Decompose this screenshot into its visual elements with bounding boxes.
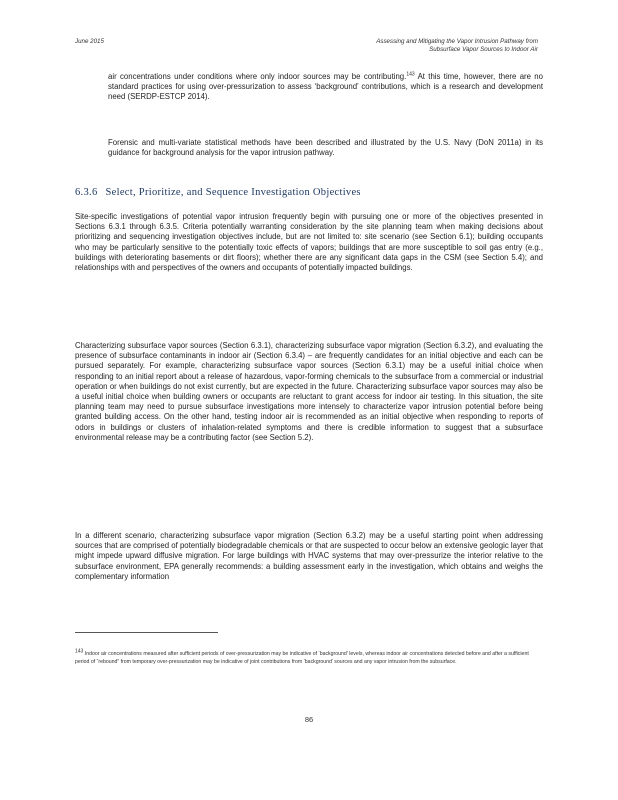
footnote-marker: 143 [75, 648, 84, 655]
bullet-continuation-text: air concentrations under conditions where only indoor sources may be contributing. [108, 72, 407, 81]
paragraph-characterizing: Characterizing subsurface vapor sources (Section 6.3.1), characterizing subsurface vapor migration (Section 6.3.2), and evaluating the presence of subsurface contaminants in indoor air (Section 6.3.4) – are frequently candidates for an initial objective and each can be pursued separately. For example, characterizing subsurface vapor sources (Section 6.3.1) may be a useful initial choice when responding to an initial report about a release of hazardous, vapor-forming chemicals to the subsurface from a commercial or industrial operation or when buildings do not exist currently, but are expected in the future. Characterizing subsurface vapor sources may also be a useful initial choice when building owners or occupants are reluctant to grant access for indoor air testing. In this situation, the site planning team may need to pursue subsurface investigations more intensely to characterize vapor intrusion potential before being granted building access. On the other hand, testing indoor air is recommended as an initial objective when responding to reports of odors in buildings or clusters of inhalation-related symptoms and there is credible information to suggest that a subsurface environmental release may be a contributing factor (see Section 5.2). [75, 341, 543, 442]
bullet-continuation [108, 72, 543, 103]
paragraph-different-scenario: In a different scenario, characterizing subsurface vapor migration (Section 6.3.2) may be a useful starting point when addressing sources that are comprised of potentially biodegradable chemicals or that are suspected to occur below an extensive geologic layer that might impede upward diffusive migration. For large buildings with HVAC systems that may over-pressurize the interior relative to the subsurface environment, EPA generally recommends: a building assessment early in the investigation, which obtains and weighs the complementary information [75, 531, 543, 581]
page-number: 86 [304, 715, 314, 724]
section-number: 6.3.6 [75, 187, 98, 198]
section-heading [75, 187, 543, 198]
header-title-line2: Subsurface Vapor Sources to Indoor Air [429, 46, 538, 53]
bullet-item-forensic: Forensic and multi-variate statistical methods have been described and illustrated by the U.S. Navy (DoN 2011a) in its guidance for background analysis for the vapor intrusion pathway. [108, 138, 543, 158]
footnote [75, 650, 543, 666]
footnote-divider [75, 632, 218, 633]
header-date: June 2015 [75, 38, 104, 45]
header-title-line1: Assessing and Mitigating the Vapor Intrusion Pathway from [376, 38, 538, 45]
footnote-reference: 143 [406, 71, 415, 78]
bullet-continuation-rest: At this time, however, there are no standard practices for using over-pressurization to assess ‘background’ contributions, which is a research and development need (SERDP-ESTCP 2014). [108, 72, 543, 102]
footnote-text: Indoor air concentrations measured after sufficient periods of over-pressurization may be indicative of ‘background’ levels, whereas indoor air concentrations detected before and after a sufficient period of “rebound” from temporary over-pressurization may be indicative of joint contributions from ‘background’ sources and any vapor intrusion from the subsurface. [75, 651, 529, 665]
section-title: Select, Prioritize, and Sequence Investigation Objectives [105, 187, 361, 198]
paragraph-site-specific: Site-specific investigations of potential vapor intrusion frequently begin with pursuing one or more of the objectives presented in Sections 6.3.1 through 6.3.5. Criteria potentially warranting consideration by the site planning team when making decisions about prioritizing and sequencing investigation objectives include, but are not limited to: site scenario (see Section 6.1); building occupants who may be particularly sensitive to the potentially toxic effects of vapors; buildings that are more susceptible to soil gas entry (e.g., buildings with deteriorating basements or dirt floors); whether there are any significant data gaps in the CSM (see Section 5.4); and relationships with and perspectives of the owners and occupants of potentially impacted buildings. [75, 212, 543, 273]
header-title [298, 38, 538, 54]
